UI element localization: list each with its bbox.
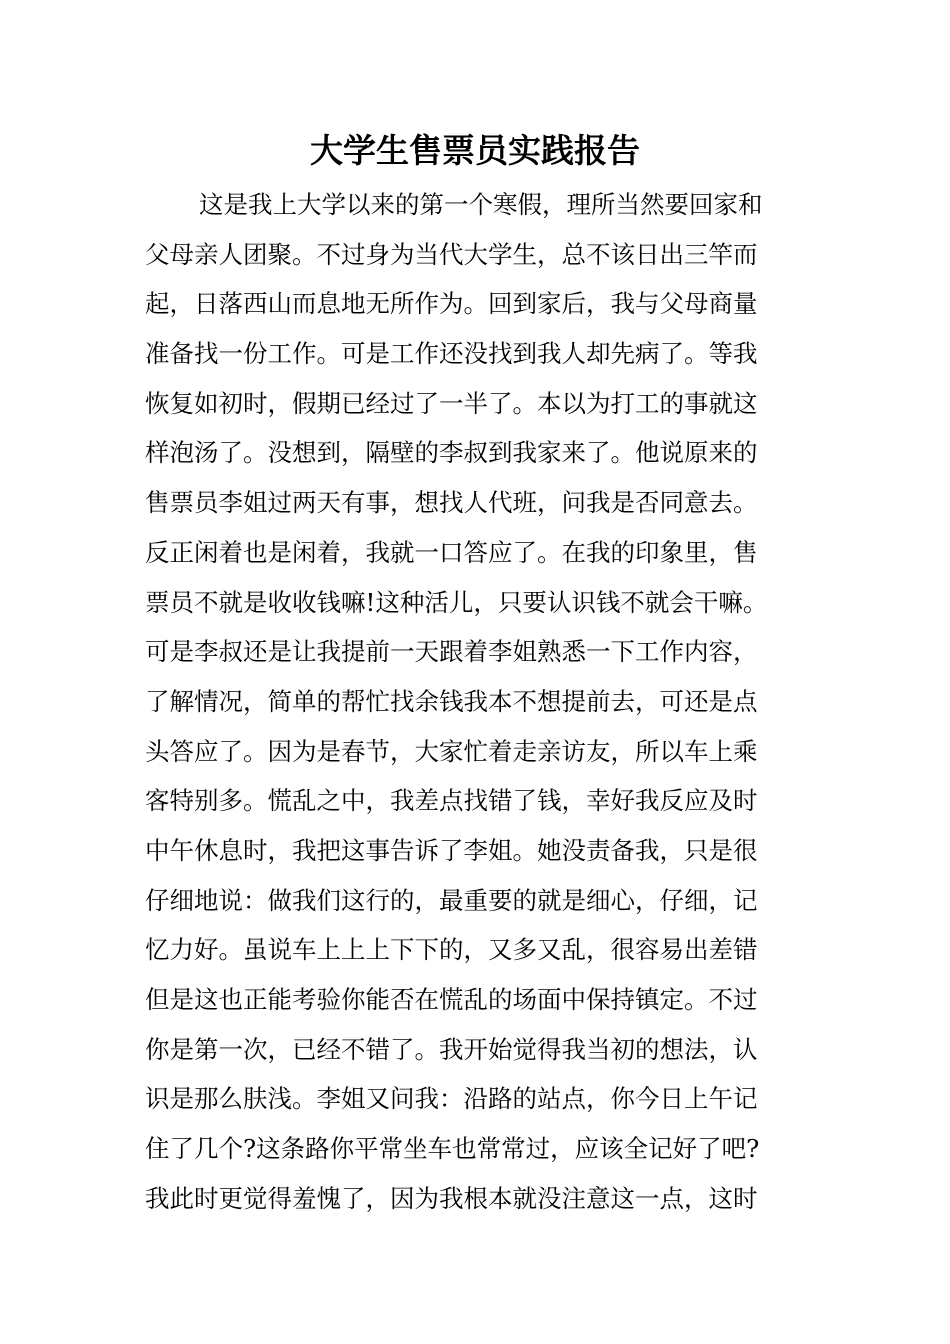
text-line: 中午休息时，我把这事告诉了李姐。她没责备我，只是很 [145,835,758,865]
text-line: 这是我上大学以来的第一个寒假，理所当然要回家和 [199,190,763,219]
text-line: 父母亲人团聚。不过身为当代大学生，总不该日出三竿而 [145,239,758,269]
text-line: 但是这也正能考验你能否在慌乱的场面中保持镇定。不过 [145,985,758,1014]
text-line: 可是李叔还是让我提前一天跟着李姐熟悉一下工作内容， [145,637,758,667]
text-line: 我此时更觉得羞愧了，因为我根本就没注意这一点，这时 [145,1183,758,1213]
document-title: 大学生售票员实践报告 [310,131,640,170]
text-line: 仔细地说：做我们这行的，最重要的就是细心，仔细，记 [145,885,758,915]
text-line: 准备找一份工作。可是工作还没找到我人却先病了。等我 [145,339,758,369]
text-line: 忆力好。虽说车上上上下下的，又多又乱，很容易出差错 [145,935,758,965]
text-line: 你是第一次，已经不错了。我开始觉得我当初的想法，认 [145,1034,758,1064]
text-line: 客特别多。慌乱之中，我差点找错了钱，幸好我反应及时 [145,786,758,816]
text-line: 识是那么肤浅。李姐又问我：沿路的站点，你今日上午记 [145,1084,758,1114]
text-line: 了解情况，简单的帮忙找余钱我本不想提前去，可还是点 [145,686,758,716]
text-line: 反正闲着也是闲着，我就一口答应了。在我的印象里，售 [145,537,758,567]
text-line: 起，日落西山而息地无所作为。回到家后，我与父母商量 [145,289,758,319]
text-line: 恢复如初时，假期已经过了一半了。本以为打工的事就这 [145,388,758,418]
text-line: 样泡汤了。没想到，隔壁的李叔到我家来了。他说原来的 [145,438,758,468]
text-line: 票员不就是收收钱嘛!这种活儿，只要认识钱不就会干嘛。 [145,587,768,617]
text-line: 住了几个?这条路你平常坐车也常常过，应该全记好了吧? [145,1134,760,1164]
text-line: 售票员李姐过两天有事，想找人代班，问我是否同意去。 [145,488,758,518]
text-line: 头答应了。因为是春节，大家忙着走亲访友，所以车上乘 [145,736,758,766]
document-body [145,180,810,1223]
